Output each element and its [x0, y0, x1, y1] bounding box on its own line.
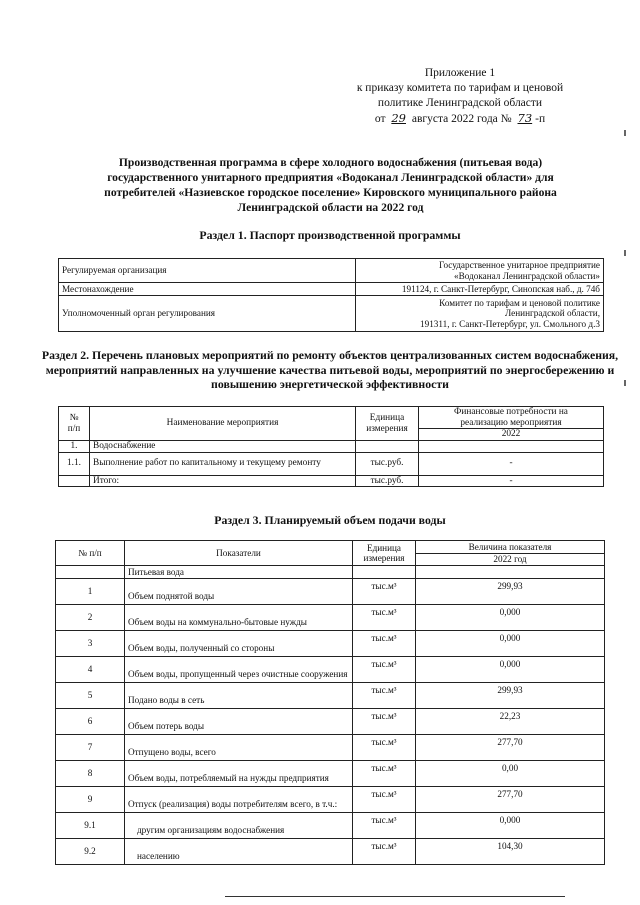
passport-label: Регулируемая организация	[59, 259, 356, 283]
volume-unit: тыс.м³	[353, 605, 416, 631]
volume-unit: тыс.м³	[353, 787, 416, 813]
volume-name: Отпуск (реализация) воды потребителям всего, в т.ч.:	[125, 787, 353, 813]
volume-num: 1	[56, 579, 125, 605]
scan-mark	[624, 380, 626, 386]
volume-name: Отпущено воды, всего	[125, 735, 353, 761]
page-bottom-line	[225, 896, 565, 897]
volume-unit: тыс.м³	[353, 709, 416, 735]
volume-value: 299,93	[416, 683, 605, 709]
volume-unit: тыс.м³	[353, 579, 416, 605]
passport-value: 191124, г. Санкт-Петербург, Синопская наб., д. 74б	[356, 283, 604, 296]
volume-header-year: 2022 год	[416, 554, 605, 566]
volume-name: Объем потерь воды	[125, 709, 353, 735]
volume-num: 8	[56, 761, 125, 787]
volume-header-num: № п/п	[56, 541, 125, 566]
volume-num: 3	[56, 631, 125, 657]
volume-name: другим организациям водоснабжения	[125, 813, 353, 839]
measures-name: Итого:	[90, 475, 356, 487]
volume-num: 2	[56, 605, 125, 631]
volume-value: 277,70	[416, 787, 605, 813]
measures-num: 1.	[59, 441, 90, 453]
measures-num	[59, 475, 90, 487]
volume-value: 0,000	[416, 813, 605, 839]
table-row	[56, 709, 605, 735]
volume-unit: тыс.м³	[353, 631, 416, 657]
volume-header-value: Величина показателя	[416, 541, 605, 554]
table-row	[59, 475, 604, 487]
table-row	[56, 761, 605, 787]
order-day: 29	[391, 111, 406, 125]
measures-num: 1.1.	[59, 452, 90, 475]
order-number: 73	[517, 111, 533, 125]
scan-mark	[624, 130, 626, 136]
volume-value: 22,23	[416, 709, 605, 735]
table-row	[59, 452, 604, 475]
volume-name: Подано воды в сеть	[125, 683, 353, 709]
volume-value: 0,000	[416, 657, 605, 683]
order-month-year: августа 2022 года №	[411, 113, 512, 125]
volume-name: Объем воды, потребляемый на нужды предприятия	[125, 761, 353, 787]
volume-unit-empty	[353, 566, 416, 579]
passport-row	[59, 296, 604, 332]
volume-unit: тыс.м³	[353, 813, 416, 839]
appendix-line-1: Приложение 1	[424, 67, 496, 79]
passport-label: Местонахождение	[59, 283, 356, 296]
table-row	[56, 839, 605, 865]
volume-table	[55, 540, 605, 865]
volume-unit: тыс.м³	[353, 657, 416, 683]
measures-header-row	[59, 407, 604, 429]
measures-unit: тыс.руб.	[356, 475, 419, 487]
measures-table	[58, 406, 604, 487]
measures-name: Водоснабжение	[90, 441, 356, 453]
volume-value: 104,30	[416, 839, 605, 865]
volume-value: 0,000	[416, 631, 605, 657]
appendix-line-3: политике Ленинградской области	[377, 97, 543, 109]
table-row	[56, 657, 605, 683]
section-2-heading: Раздел 2. Перечень плановых мероприятий по ремонту объектов централизованных систем водоснабжения, мероприятий направленных на улучшение качества питьевой воды, мероприятий по энергосбережению и повышению энергетической эффективности	[41, 348, 619, 391]
volume-num: 9.1	[56, 813, 125, 839]
scan-mark	[624, 250, 626, 256]
order-from-prefix: от	[374, 113, 386, 125]
table-row	[56, 566, 605, 579]
measures-header-name: Наименование мероприятия	[90, 407, 356, 441]
volume-value-empty	[416, 566, 605, 579]
table-row	[56, 683, 605, 709]
measures-name: Выполнение работ по капитальному и текущему ремонту	[90, 452, 356, 475]
volume-value: 0,00	[416, 761, 605, 787]
measures-header-financing: Финансовые потребности на реализацию мероприятия	[419, 407, 604, 429]
measures-value: -	[419, 452, 604, 475]
measures-unit: тыс.руб.	[356, 452, 419, 475]
passport-row	[59, 259, 604, 283]
table-row	[56, 631, 605, 657]
volume-num: 5	[56, 683, 125, 709]
volume-num: 4	[56, 657, 125, 683]
passport-value: Государственное унитарное предприятие «Водоканал Ленинградской области»	[356, 259, 604, 283]
measures-header-unit: Единица измерения	[356, 407, 419, 441]
passport-row	[59, 283, 604, 296]
table-row	[56, 787, 605, 813]
table-row	[59, 441, 604, 453]
volume-num: 6	[56, 709, 125, 735]
volume-name: Объем воды, пропущенный через очистные сооружения	[125, 657, 353, 683]
volume-unit: тыс.м³	[353, 761, 416, 787]
volume-value: 299,93	[416, 579, 605, 605]
volume-num-empty	[56, 566, 125, 579]
measures-value: -	[419, 475, 604, 487]
document-title: Производственная программа в сфере холодного водоснабжения (питьевая вода) государственного унитарного предприятия «Водоканал Ленинградской области» для потребителей «Назиевское городское поселение» Кировского муниципального района Ленинградской области на 2022 год	[104, 156, 557, 214]
volume-name: населению	[125, 839, 353, 865]
section-3-heading: Раздел 3. Планируемый объем подачи воды	[214, 513, 446, 527]
volume-header-name: Показатели	[125, 541, 353, 566]
table-row	[56, 605, 605, 631]
passport-value: Комитет по тарифам и ценовой политике Ленинградской области, 191311, г. Санкт-Петербург, ул. Смольного д.3	[356, 296, 604, 332]
volume-name: Объем воды на коммунально-бытовые нужды	[125, 605, 353, 631]
volume-group-label: Питьевая вода	[125, 566, 353, 579]
volume-header-unit: Единица измерения	[353, 541, 416, 566]
volume-header-row	[56, 541, 605, 554]
volume-unit: тыс.м³	[353, 735, 416, 761]
volume-num: 9.2	[56, 839, 125, 865]
passport-label: Уполномоченный орган регулирования	[59, 296, 356, 332]
measures-unit	[356, 441, 419, 453]
appendix-block	[310, 66, 610, 127]
volume-name: Объем воды, полученный со стороны	[125, 631, 353, 657]
volume-name: Объем поднятой воды	[125, 579, 353, 605]
volume-unit: тыс.м³	[353, 683, 416, 709]
volume-value: 0,000	[416, 605, 605, 631]
measures-header-year: 2022	[419, 429, 604, 441]
volume-unit: тыс.м³	[353, 839, 416, 865]
volume-num: 7	[56, 735, 125, 761]
volume-num: 9	[56, 787, 125, 813]
table-row	[56, 735, 605, 761]
appendix-line-2: к приказу комитета по тарифам и ценовой	[356, 82, 564, 94]
measures-value	[419, 441, 604, 453]
table-row	[56, 579, 605, 605]
volume-value: 277,70	[416, 735, 605, 761]
appendix-order-line	[310, 111, 610, 127]
section-1-heading: Раздел 1. Паспорт производственной программы	[199, 228, 461, 242]
passport-table	[58, 258, 604, 332]
measures-header-num: № п/п	[59, 407, 90, 441]
order-suffix: -п	[535, 113, 546, 125]
table-row	[56, 813, 605, 839]
